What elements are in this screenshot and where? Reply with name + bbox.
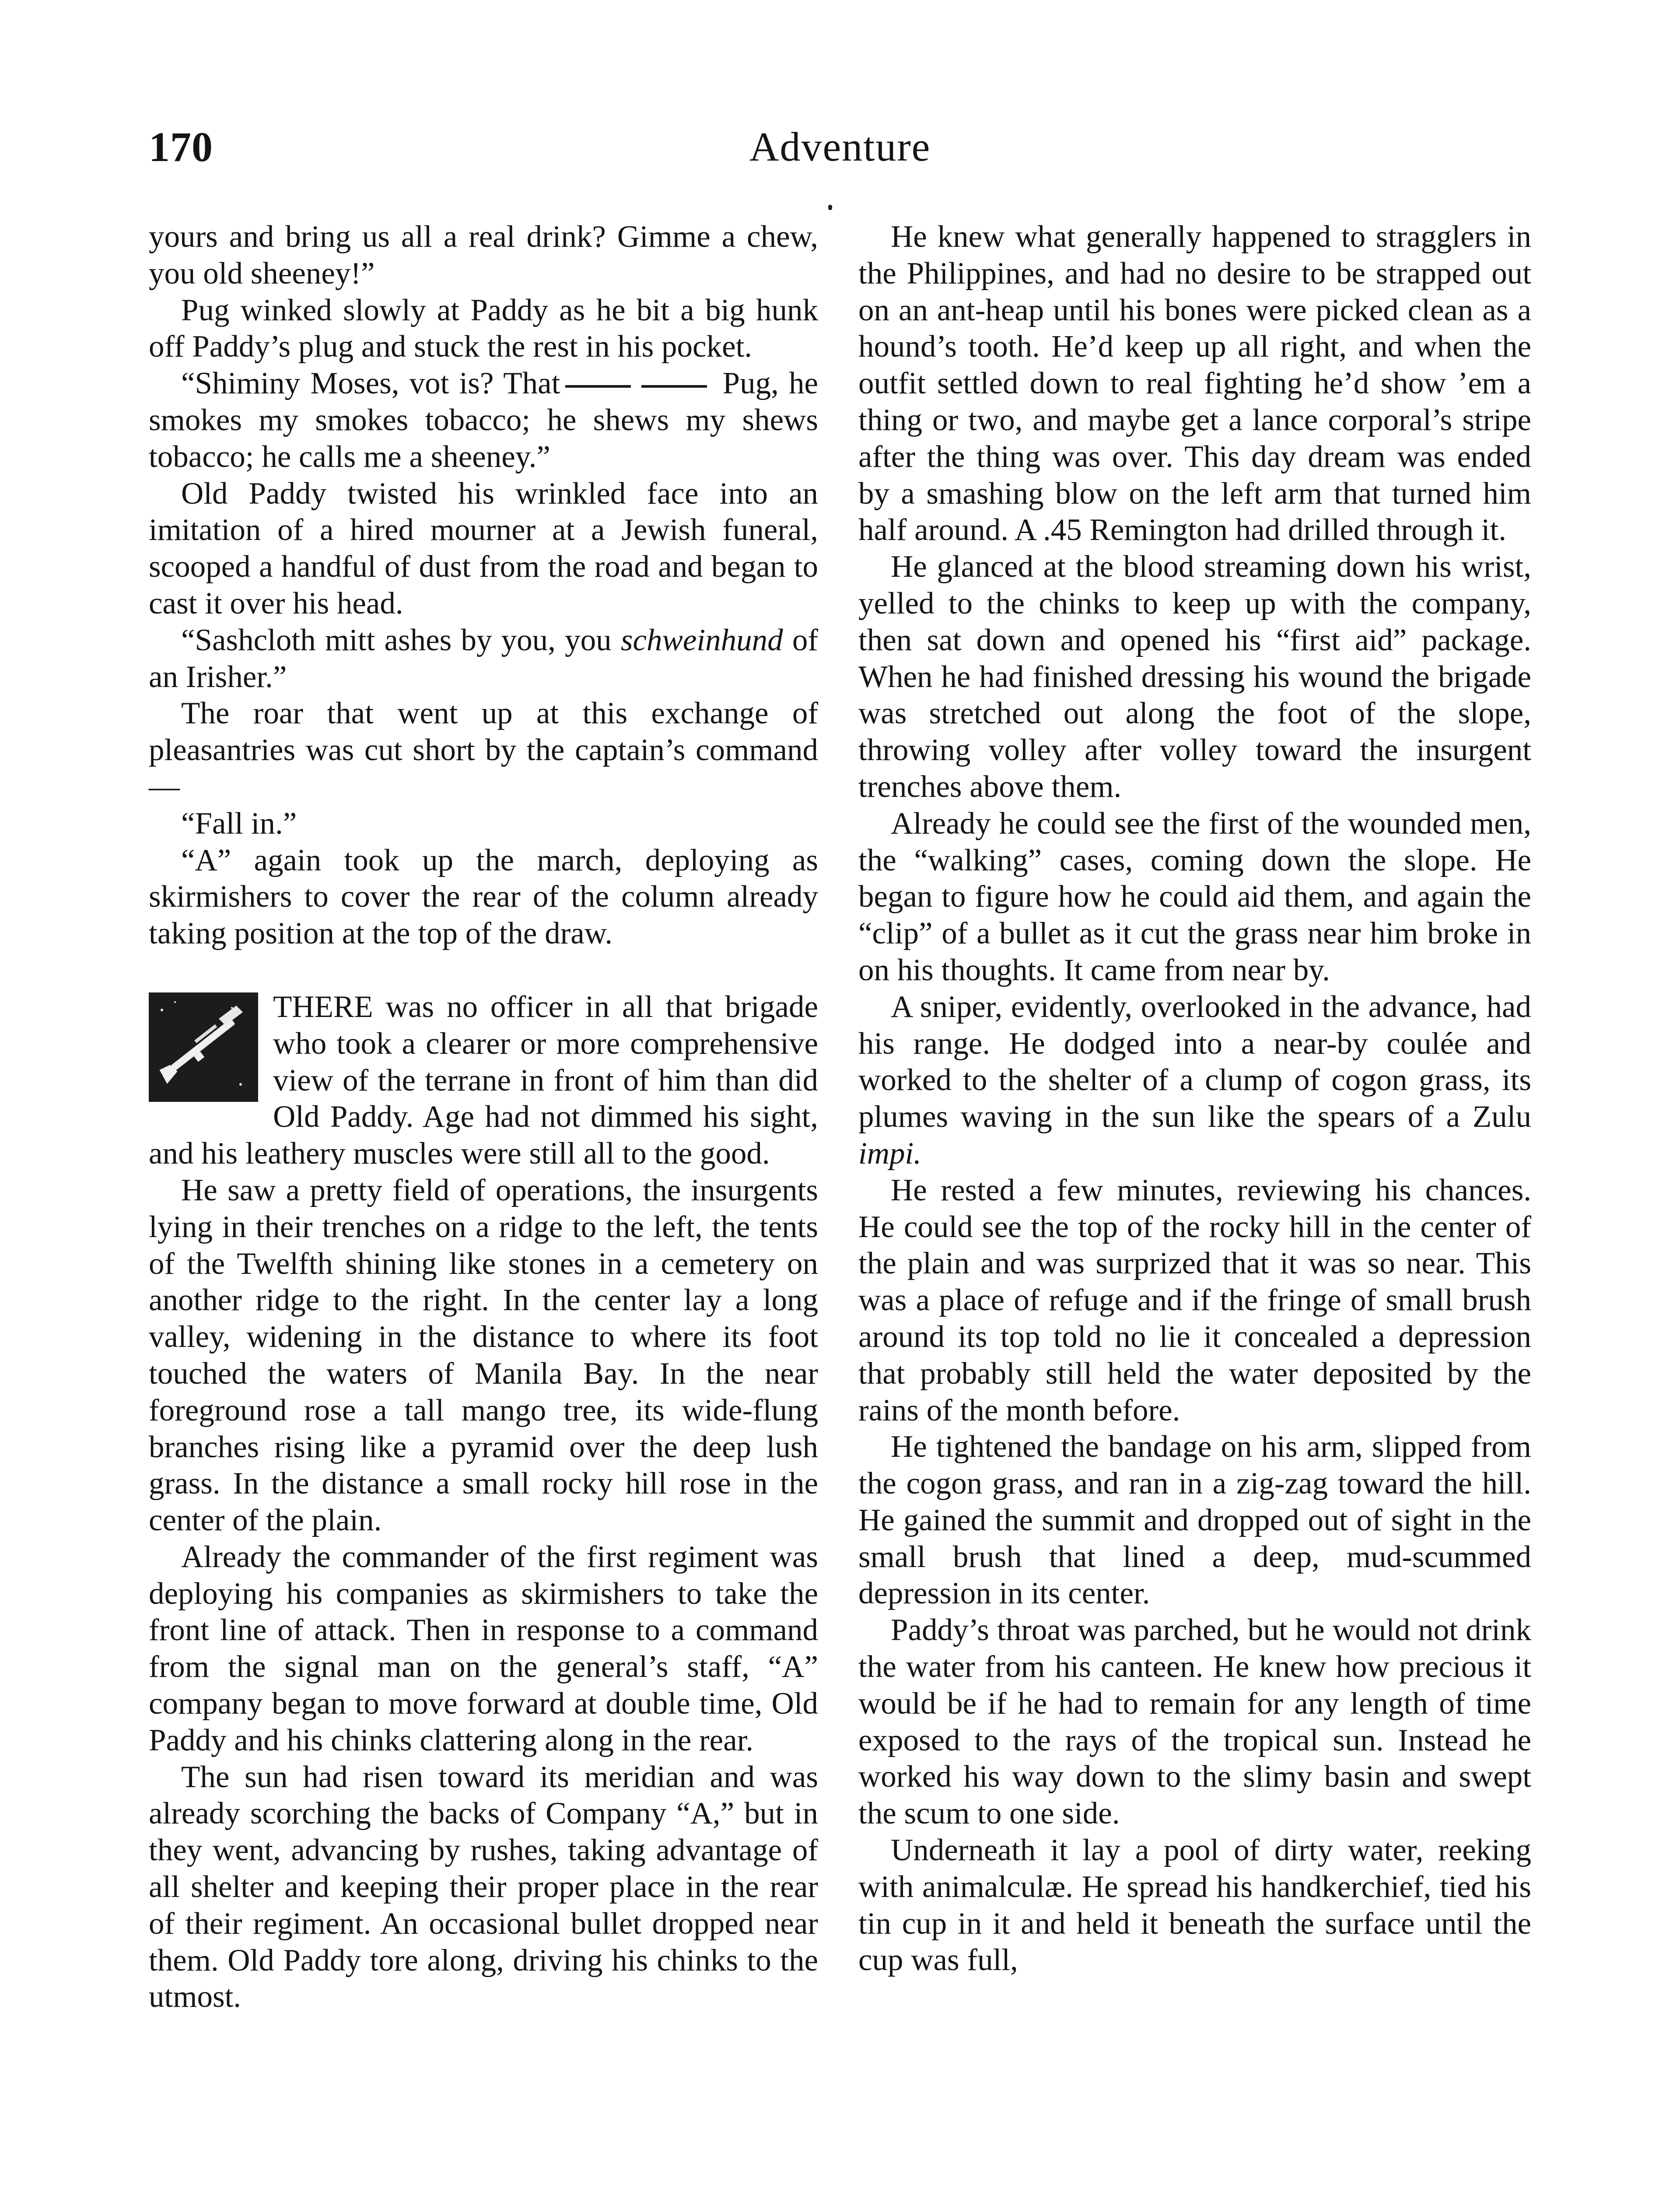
section-open-rest: was no officer in all that brigade who took a clearer or more comprehensive view of the terrane in front of him than did Old Paddy. Age had not dimmed his sight, and his leathery muscles were still all to the good. bbox=[149, 989, 819, 1171]
right-column bbox=[858, 219, 1531, 1979]
paragraph: “Fall in.” bbox=[181, 806, 297, 841]
paragraph: The sun had risen toward its meridian and was already scorching the backs of Company “A,” but in they went, advancing by rushes, taking advantage of all shelter and keeping their proper place in the rear of their regiment. An occasional bullet dropped near them. Old Paddy tore along, driving his chinks to the utmost. bbox=[149, 1760, 818, 2014]
paragraph: Underneath it lay a pool of dirty water, reeking with animalculæ. He spread his handkerchief, tied his tin cup in it and held it beneath the surface until the cup was full, bbox=[858, 1833, 1531, 1978]
paragraph: He rested a few minutes, reviewing his chances. He could see the top of the rocky hill in the center of the plain and was surprized that it was so near. This was a place of refuge and if the fringe of small brush around its top told no lie it concealed a depression that probably still held the water deposited by the rains of the month before. bbox=[858, 1173, 1531, 1427]
paragraph: He glanced at the blood streaming down his wrist, yelled to the chinks to keep up with the company, then sat down and opened his “first aid” package. When he had finished dressing his wound the brigade was stretched out along the foot of the slope, throwing volley after volley toward the insurgent trenches above them. bbox=[858, 550, 1531, 804]
running-head-title: Adventure bbox=[749, 124, 931, 170]
shiminy-opening: “Shiminy Moses, vot is? That bbox=[181, 366, 560, 401]
print-speck bbox=[828, 205, 832, 210]
paragraph: Pug winked slowly at Paddy as he bit a big hunk off Paddy’s plug and stuck the rest in his pocket. bbox=[149, 293, 818, 364]
paragraph-sniper bbox=[858, 989, 1531, 1172]
em-dash-rule bbox=[641, 385, 707, 388]
page-number: 170 bbox=[149, 123, 213, 170]
rifle-ornament-icon bbox=[149, 992, 258, 1102]
paragraph: He saw a pretty field of operations, the insurgents lying in their trenches on a ridge to the left, the tents of the Twelfth shining like stones in a cemetery on another ridge to the right. In the center lay a long valley, widening in the distance to where its foot touched the waters of Manila Bay. In the near foreground rose a tall mango tree, its wide-flung branches rising like a pyramid over the deep lush grass. In the distance a small rocky hill rose in the center of the plain. bbox=[149, 1173, 818, 1538]
sniper-text: A sniper, evidently, overlooked in the advance, had his range. He dodged into a near-by coulée and worked to the shelter of a clump of cogon grass, its plumes waving in the sun like the spears of a Zulu bbox=[858, 989, 1531, 1134]
italic-word: schweinhund bbox=[620, 623, 783, 657]
paragraph-shiminy bbox=[149, 365, 818, 475]
paragraph: Already the commander of the first regiment was deploying his companies as skirmishers to take the front line of attack. Then in response to a command from the signal man on the general’s staff, “A” company began to move forward at double time, Old Paddy and his chinks clattering along in the rear. bbox=[149, 1539, 818, 1757]
paragraph: Paddy’s throat was parched, but he would not drink the water from his canteen. He knew how precious it would be if he had to remain for any length of time exposed to the rays of the tropical sun. Instead he worked his way down to the slimy basin and swept the scum to one side. bbox=[858, 1613, 1531, 1831]
paragraph: He knew what generally happened to stragglers in the Philippines, and had no desire to be strapped out on an ant-heap until his bones were picked clean as a hound’s tooth. He’d keep up all right, and when the outfit settled down to real fighting he’d show ’em a thing or two, and maybe get a lance corporal’s stripe after the thing was over. This day dream was ended by a smashing blow on the left arm that turned him half around. A .45 Remington had drilled through it. bbox=[858, 220, 1531, 547]
paragraph: Old Paddy twisted his wrinkled face into an imitation of a hired mourner at a Jewish funeral, scooped a handful of dust from the road and began to cast it over his head. bbox=[149, 476, 818, 621]
shiminy-rest: Pug, he smokes my smokes tobacco; he shews my shews tobacco; he calls me a sheeney.” bbox=[149, 366, 819, 474]
sashcloth-opening: “Sashcloth mitt ashes by you, you bbox=[181, 623, 612, 657]
paragraph: The roar that went up at this exchange of pleasantries was cut short by the captain’s command— bbox=[149, 696, 818, 804]
section-opening-paragraph bbox=[149, 989, 818, 1172]
paragraph: yours and bring us all a real drink? Gimme a chew, you old sheeney!” bbox=[149, 220, 818, 291]
sashcloth-rest: of an Irisher.” bbox=[149, 623, 818, 694]
em-dash-rule bbox=[565, 385, 631, 388]
left-column bbox=[149, 219, 818, 2016]
italic-word: impi. bbox=[858, 1136, 921, 1171]
paragraph-sashcloth bbox=[149, 622, 818, 696]
paragraph: “A” again took up the march, deploying as skirmishers to cover the rear of the column already taking position at the top of the draw. bbox=[149, 843, 818, 951]
paragraph: He tightened the bandage on his arm, slipped from the cogon grass, and ran in a zig-zag toward the hill. He gained the summit and dropped out of sight in the small brush that lined a deep, mud-scummed depression in its center. bbox=[858, 1430, 1531, 1611]
section-open-word: THERE bbox=[273, 989, 373, 1024]
paragraph: Already he could see the first of the wounded men, the “walking” cases, coming down the slope. He began to figure how he could aid them, and again the “clip” of a bullet as it cut the grass near him broke in on his thoughts. It came from near by. bbox=[858, 806, 1531, 987]
